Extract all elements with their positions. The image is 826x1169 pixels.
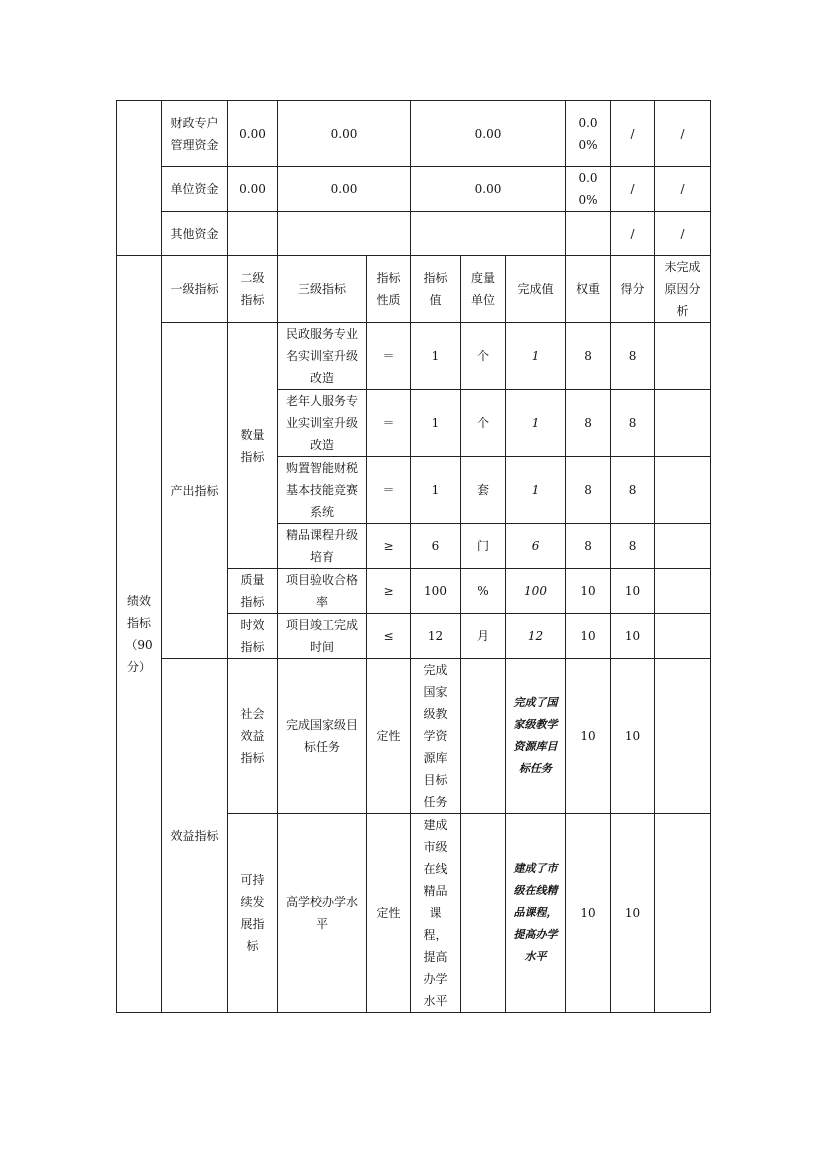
indicator-name: 老年人服务专业实训室升级改造 [278,390,367,457]
funding-value [278,212,411,256]
indicator-score: 8 [611,524,655,569]
indicator-unit: % [461,569,506,614]
funding-value: 0.00 [228,101,278,167]
indicator-score: 8 [611,457,655,524]
performance-table [116,100,711,1013]
indicator-value: 建成市级在线精品课程，提高办学水平 [411,814,461,1013]
indicator-reason [655,814,711,1013]
indicator-nature: 定性 [367,814,411,1013]
indicator-actual: 12 [506,614,566,659]
indicator-score: 8 [611,323,655,390]
indicator-unit: 个 [461,323,506,390]
indicator-actual: 完成了国家级教学资源库目标任务 [506,659,566,814]
header-value: 指标值 [411,256,461,323]
indicator-name: 项目竣工完成时间 [278,614,367,659]
indicator-score: 10 [611,569,655,614]
header-nature: 指标性质 [367,256,411,323]
quantity-label: 数量指标 [228,323,278,569]
indicator-nature: ≥ [367,524,411,569]
header-level1: 一级指标 [162,256,228,323]
indicator-nature: ＝ [367,457,411,524]
funding-value [228,212,278,256]
social-benefit-label: 社会效益指标 [228,659,278,814]
header-actual: 完成值 [506,256,566,323]
indicator-weight: 10 [566,814,611,1013]
funding-score: / [655,212,711,256]
indicator-unit [461,814,506,1013]
indicator-reason [655,457,711,524]
funding-score: / [655,167,711,212]
funding-blank-cell [117,101,162,256]
indicator-weight: 10 [566,569,611,614]
indicator-unit: 月 [461,614,506,659]
funding-value: 0.00 [278,101,411,167]
indicator-score: 10 [611,659,655,814]
funding-source: 其他资金 [162,212,228,256]
indicator-actual: 100 [506,569,566,614]
indicator-nature: ≥ [367,569,411,614]
funding-rate: 0.00% [566,101,611,167]
funding-value: 0.00 [411,167,566,212]
indicator-nature: ＝ [367,390,411,457]
funding-source: 单位资金 [162,167,228,212]
funding-value: 0.00 [228,167,278,212]
indicator-name: 完成国家级目标任务 [278,659,367,814]
funding-value: 0.00 [411,101,566,167]
perf-header-row [117,256,711,323]
header-unit: 度量单位 [461,256,506,323]
indicator-weight: 8 [566,524,611,569]
indicator-score: 10 [611,614,655,659]
indicator-nature: ＝ [367,323,411,390]
indicator-nature: ≤ [367,614,411,659]
indicator-reason [655,524,711,569]
sustainability-label: 可持续发展指标 [228,814,278,1013]
indicator-unit: 门 [461,524,506,569]
indicator-value: 12 [411,614,461,659]
indicator-unit: 个 [461,390,506,457]
funding-row [117,212,711,256]
header-level3: 三级指标 [278,256,367,323]
indicator-value: 6 [411,524,461,569]
indicator-value: 1 [411,323,461,390]
indicator-weight: 8 [566,323,611,390]
header-score: 得分 [611,256,655,323]
header-reason: 未完成原因分析 [655,256,711,323]
indicator-weight: 10 [566,614,611,659]
timeliness-label: 时效指标 [228,614,278,659]
indicator-reason [655,614,711,659]
funding-rate: 0.00% [566,167,611,212]
quality-label: 质量指标 [228,569,278,614]
indicator-reason [655,659,711,814]
funding-weight: / [611,101,655,167]
indicator-score: 8 [611,390,655,457]
indicator-actual: 1 [506,390,566,457]
header-weight: 权重 [566,256,611,323]
funding-value: 0.00 [278,167,411,212]
funding-weight: / [611,212,655,256]
funding-source: 财政专户管理资金 [162,101,228,167]
header-level2: 二级指标 [228,256,278,323]
indicator-row [117,659,711,814]
indicator-unit: 套 [461,457,506,524]
indicator-name: 购置智能财税基本技能竞赛系统 [278,457,367,524]
output-label: 产出指标 [162,323,228,659]
indicator-weight: 10 [566,659,611,814]
indicator-score: 10 [611,814,655,1013]
funding-row [117,101,711,167]
funding-row [117,167,711,212]
indicator-row [117,323,711,390]
indicator-value: 100 [411,569,461,614]
funding-score: / [655,101,711,167]
indicator-reason [655,569,711,614]
indicator-reason [655,323,711,390]
indicator-value: 完成国家级教学资源库目标任务 [411,659,461,814]
benefit-label: 效益指标 [162,659,228,1013]
indicator-actual: 1 [506,457,566,524]
indicator-name: 精品课程升级培育 [278,524,367,569]
indicator-nature: 定性 [367,659,411,814]
indicator-unit [461,659,506,814]
indicator-name: 高学校办学水平 [278,814,367,1013]
indicator-name: 民政服务专业名实训室升级改造 [278,323,367,390]
indicator-name: 项目验收合格率 [278,569,367,614]
indicator-actual: 1 [506,323,566,390]
indicator-actual: 6 [506,524,566,569]
indicator-value: 1 [411,457,461,524]
funding-value [411,212,566,256]
funding-weight: / [611,167,655,212]
indicator-weight: 8 [566,390,611,457]
indicator-value: 1 [411,390,461,457]
perf-section-label: 绩效指标（90分） [117,256,162,1013]
indicator-actual: 建成了市级在线精品课程，提高办学水平 [506,814,566,1013]
indicator-weight: 8 [566,457,611,524]
indicator-reason [655,390,711,457]
funding-rate [566,212,611,256]
